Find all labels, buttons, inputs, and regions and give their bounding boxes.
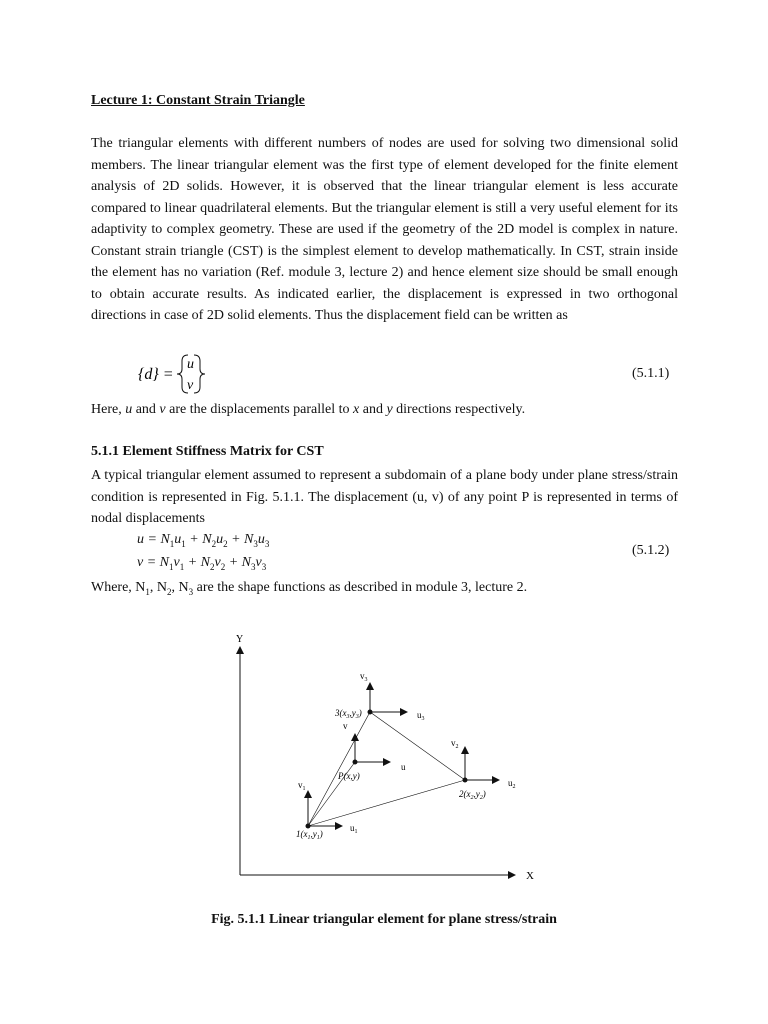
v3-label: $v_3$	[360, 671, 368, 683]
var-u: u	[125, 402, 133, 417]
u3-label: $u_3$	[417, 710, 425, 722]
v1-label: $v_1$	[298, 780, 306, 792]
var-x: x	[353, 402, 360, 417]
var-y: y	[386, 402, 393, 417]
eq1-lhs: {d} =	[138, 366, 174, 383]
text-run: directions respectively.	[392, 402, 526, 417]
node2-label: $2(x_2,y_2)$	[459, 789, 486, 801]
text-run: and	[359, 402, 387, 417]
text-run: and	[132, 402, 160, 417]
v-label: v	[343, 721, 348, 731]
right-brace	[194, 355, 205, 393]
node1-label: $1(x_1,y_1)$	[296, 829, 323, 841]
intro-paragraph: The triangular elements with different numbers of nodes are used for solving two dimensional solid members. The linear triangular element was the first type of element developed for the finite element analysis of 2D solids. However, it is observed that the linear triangular element is less accurate compared to linear quadrilateral elements. But the triangular element is still a very useful element for its adaptivity to complex geometry. These are used if the geometry of the 2D model is complex in nature. Constant strain triangle (CST) is the simplest element to develop mathematically. In CST, strain inside the element has no variation (Ref. module 3, lecture 2) and hence element size should be small enough to obtain accurate results. As indicated earlier, the displacement is expressed in two orthogonal directions in case of 2D solid elements. Thus the displacement field can be written as	[91, 136, 678, 323]
eq1-v: v	[187, 378, 194, 393]
where-line: Where, $N_1$, $N_2$, $N_3$ are the shape functions as described in module 3, lecture 2.	[91, 580, 528, 597]
triangle-element	[308, 712, 465, 826]
node3-label: $3(x_3,y_3)$	[335, 708, 362, 720]
eq1-u: u	[187, 357, 194, 372]
figure-caption: Fig. 5.1.1 Linear triangular element for plane stress/strain	[211, 912, 557, 927]
v2-label: $v_2$	[451, 738, 459, 750]
section-paragraph: A typical triangular element assumed to represent a subdomain of a plane body under plane stress/strain condition is represented in Fig. 5.1.1. The displacement (u, v) of any point P is represented in terms of nodal displacements	[91, 468, 678, 526]
here-line	[91, 402, 525, 418]
section-heading: 5.1.1 Element Stiffness Matrix for CST	[91, 444, 324, 459]
equation-number-1: (5.1.1)	[632, 366, 670, 381]
eq2-line-v: $v = N_1v_1 + N_2v_2 + N_3v_3$	[137, 555, 267, 572]
u1-label: $u_1$	[350, 823, 358, 835]
u-label: u	[401, 762, 406, 772]
displacement-vector-equation	[136, 352, 226, 396]
eq2-line-u: $u = N_1u_1 + N_2u_2 + N_3u_3$	[137, 532, 270, 549]
x-axis-label: X	[526, 870, 534, 882]
var-v: v	[159, 402, 166, 417]
triangular-element-figure	[210, 625, 550, 890]
y-axis-label: Y	[236, 634, 244, 645]
text-run: are the displacements parallel to	[165, 402, 354, 417]
u2-label: $u_2$	[508, 778, 516, 790]
text-run: Here,	[91, 402, 126, 417]
lecture-title: Lecture 1: Constant Strain Triangle	[91, 93, 305, 108]
point-p-label: P(x,y)	[338, 771, 360, 781]
equation-number-2: (5.1.2)	[632, 543, 670, 558]
